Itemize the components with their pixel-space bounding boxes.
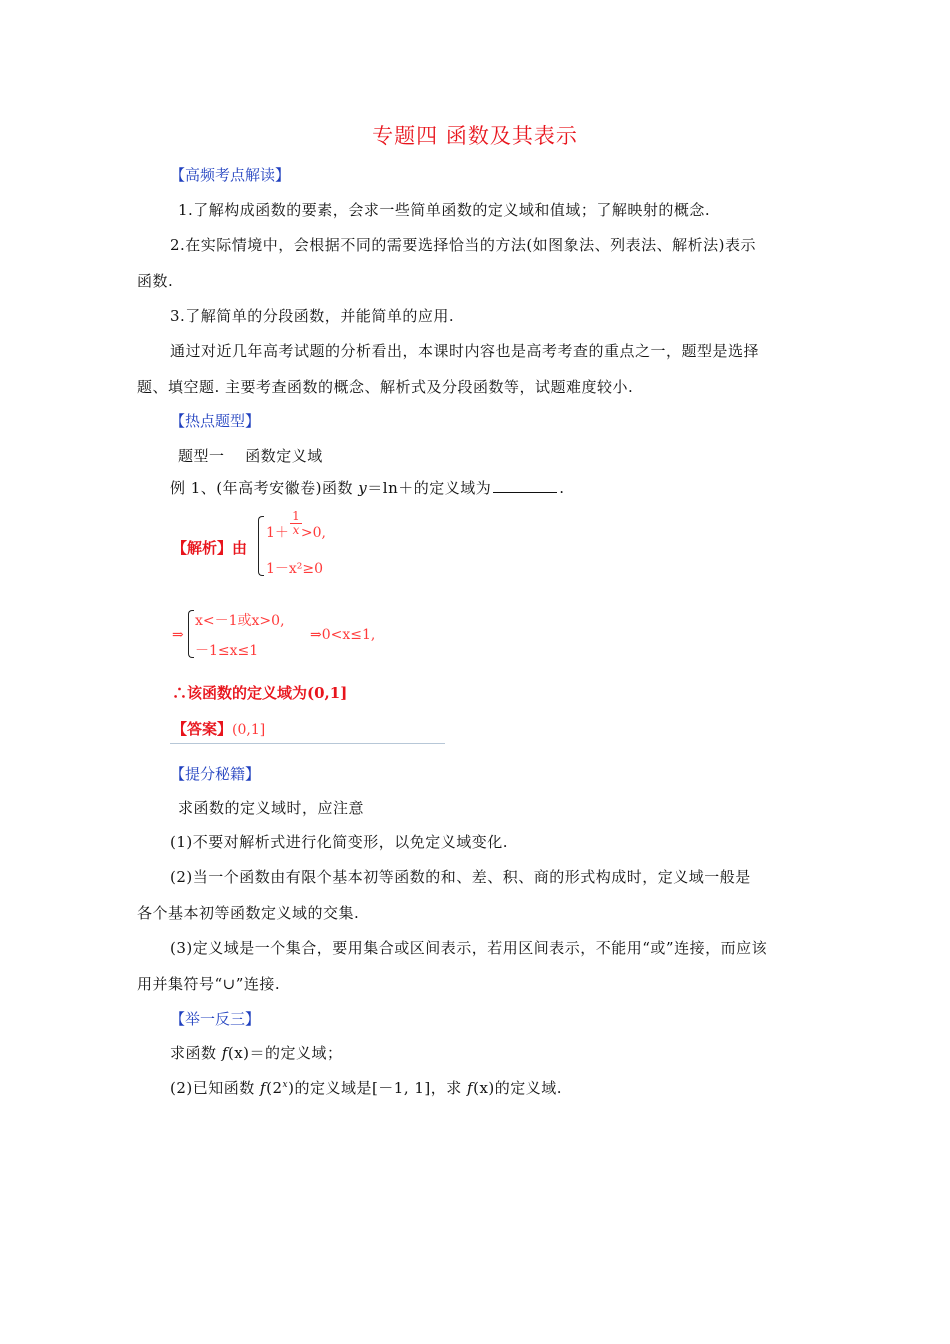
section-tips: 【提分秘籍】 [170, 765, 261, 783]
answer-line [172, 718, 265, 739]
type-heading: 题型一 函数定义域 [178, 447, 323, 465]
fraction-numerator: 1 [290, 510, 302, 524]
answer-value: (0,1] [232, 722, 266, 738]
example-1 [170, 477, 565, 498]
system-brace-1 [258, 516, 264, 576]
q2-superscript: x [282, 1080, 289, 1090]
system-brace-2 [188, 610, 194, 658]
page-title: 专题四 函数及其表示 [372, 124, 578, 148]
tip-3-line-2: 用并集符号“∪”连接. [137, 975, 281, 993]
intro-paragraph-4-line-1: 通过对近几年高考试题的分析看出，本课时内容也是高考考查的重点之一，题型是选择 [170, 342, 760, 360]
example-suffix: . [559, 479, 565, 497]
system-2-line-2: －1≤x≤1 [195, 643, 259, 659]
system-1-line-1-a: 1＋ [266, 525, 289, 541]
implies-arrow: ⇒ [172, 627, 184, 643]
intro-paragraph-2-line-1: 2.在实际情境中，会根据不同的需要选择恰当的方法(如图象法、列表法、解析法)表示 [170, 236, 757, 254]
q2-arg-open: (2 [266, 1079, 283, 1097]
q1-text-b: ＝的定义域； [249, 1044, 343, 1062]
q1-x: (x) [227, 1044, 250, 1062]
solution-result: ⇒0<x≤1, [310, 627, 376, 643]
tip-1: (1)不要对解析式进行化简变形，以免定义域变化. [170, 833, 509, 851]
example-var-y: y [358, 479, 368, 497]
tips-lead: 求函数的定义域时，应注意 [178, 799, 365, 817]
solution-conclusion: ∴该函数的定义域为(0,1] [172, 684, 348, 702]
intro-paragraph-3: 3.了解简单的分段函数，并能简单的应用. [170, 307, 455, 325]
q2-x2: (x) [473, 1079, 495, 1097]
tip-3-line-1: (3)定义域是一个集合，要用集合或区间表示，若用区间表示，不能用“或”连接，而应该 [170, 939, 768, 957]
section-high-frequency: 【高频考点解读】 [170, 166, 291, 184]
system-2-line-1: x<－1或x>0, [195, 613, 285, 629]
divider-line [170, 743, 445, 744]
tip-2-line-2: 各个基本初等函数定义域的交集. [137, 904, 360, 922]
fraction-one-over-x [290, 510, 302, 537]
q1-f: f [221, 1044, 228, 1062]
practice-question-2 [170, 1077, 562, 1098]
system-1-line-1-b: >0, [300, 525, 327, 541]
q2-text-b: 的定义域是[－1, 1]，求 [294, 1079, 468, 1097]
practice-question-1 [170, 1042, 343, 1063]
intro-paragraph-4-line-2: 题、填空题. 主要考查函数的概念、解析式及分段函数等，试题难度较小. [137, 378, 634, 396]
q2-text-c: 的定义域. [494, 1079, 563, 1097]
answer-blank [493, 478, 557, 493]
example-mid: ＝ln＋的定义域为 [367, 479, 492, 497]
solution-label: 【解析】由 [172, 539, 248, 557]
answer-label: 【答案】 [172, 720, 233, 738]
q2-f2: f [467, 1079, 474, 1097]
fraction-denominator: x [292, 523, 300, 537]
q2-text-a: (2)已知函数 [170, 1079, 261, 1097]
intro-paragraph-1: 1.了解构成函数的要素，会求一些简单函数的定义域和值域；了解映射的概念. [178, 201, 711, 219]
system-1-line-2: 1－x²≥0 [266, 561, 324, 577]
section-hot-types: 【热点题型】 [170, 412, 261, 430]
tip-2-line-1: (2)当一个函数由有限个基本初等函数的和、差、积、商的形式构成时，定义域一般是 [170, 868, 751, 886]
intro-paragraph-2-line-2: 函数. [137, 272, 174, 290]
q2-f: f [260, 1079, 267, 1097]
section-practice: 【举一反三】 [170, 1010, 261, 1028]
q2-arg-close: ) [288, 1079, 295, 1097]
q1-text-a: 求函数 [170, 1044, 222, 1062]
example-prefix: 例 1、(年高考安徽卷)函数 [170, 479, 359, 497]
